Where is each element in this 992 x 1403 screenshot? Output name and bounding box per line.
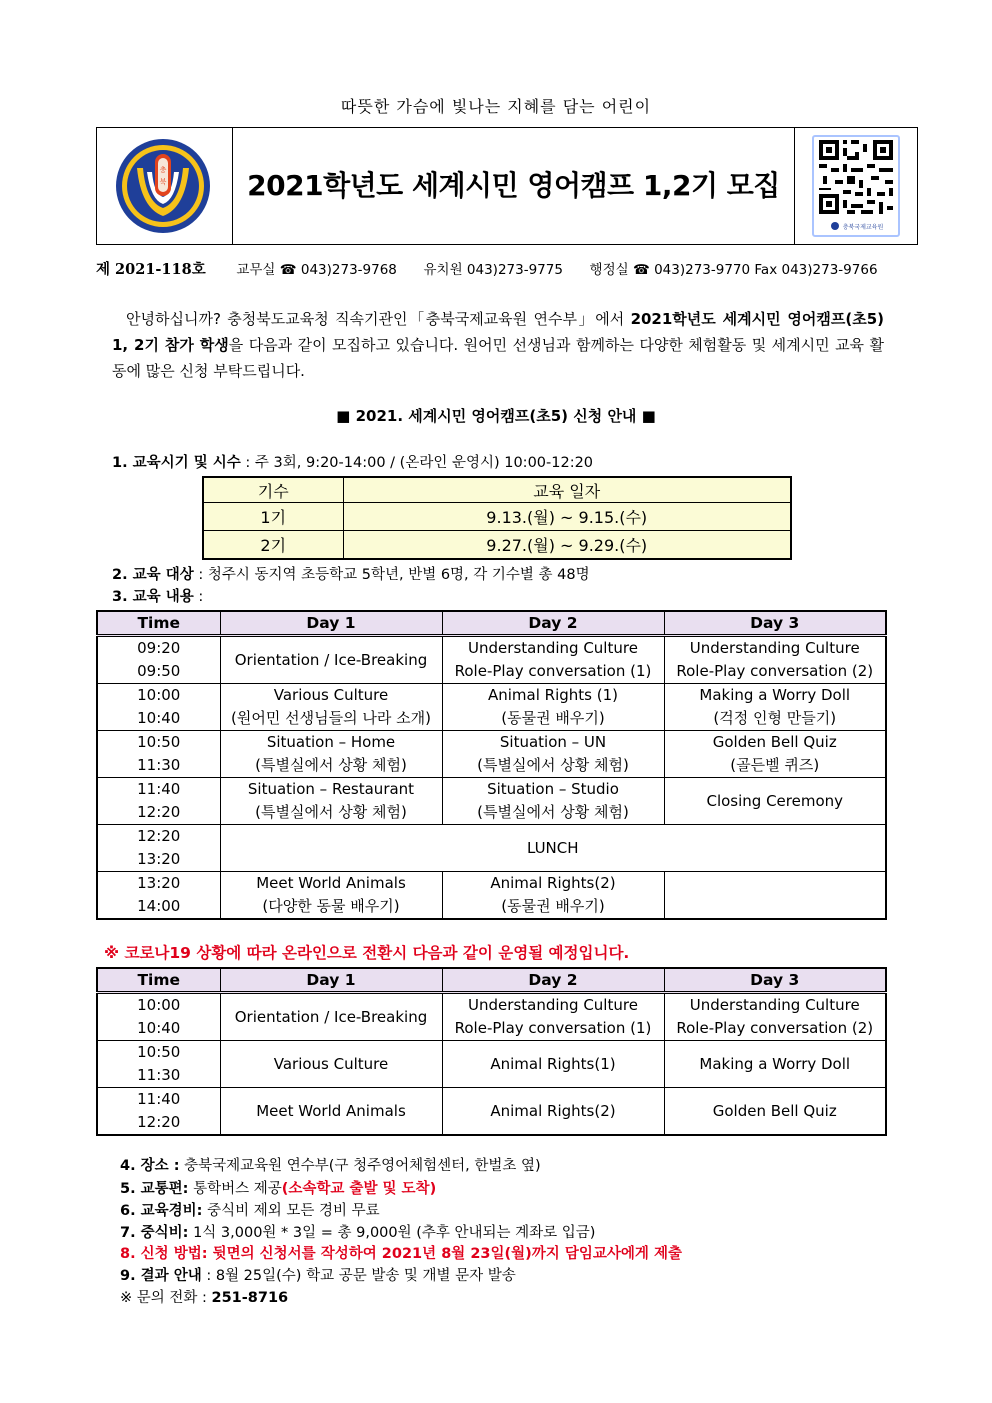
table-row bbox=[97, 825, 886, 872]
item-8: 8. 신청 방법: 뒷면의 신청서를 작성하여 2021년 8월 23일(월)까지 담임교사에게 제출 bbox=[120, 1246, 682, 1262]
time-start: 10:50 bbox=[137, 1043, 181, 1061]
time-end: 10:40 bbox=[137, 1019, 181, 1037]
time-cell bbox=[97, 1041, 220, 1088]
activity-subtitle: (특별실에서 상황 체험) bbox=[255, 756, 407, 774]
column-header: Time bbox=[97, 968, 220, 993]
time-end: 14:00 bbox=[137, 897, 181, 915]
day1-cell: Orientation / Ice-Breaking bbox=[220, 636, 442, 684]
activity-subtitle: (동물권 배우기) bbox=[501, 709, 605, 727]
activity-title: Meet World Animals bbox=[256, 874, 406, 892]
qr-cell bbox=[794, 128, 917, 244]
item-1-label: 1. 교육시기 및 시수 bbox=[112, 455, 241, 471]
logo-text-bottom: 북 bbox=[159, 178, 167, 186]
time-start: 11:40 bbox=[137, 1090, 181, 1108]
qr-code-icon[interactable] bbox=[795, 128, 917, 244]
column-header: 교육 일자 bbox=[343, 477, 791, 503]
item-9 bbox=[120, 1264, 516, 1285]
day2-cell: Animal Rights(1) bbox=[442, 1041, 664, 1088]
school-motto: 따뜻한 가슴에 빛나는 지혜를 담는 어린이 bbox=[340, 97, 652, 116]
school-logo bbox=[97, 128, 232, 244]
activity-title: Situation – Studio bbox=[487, 780, 619, 798]
activity-subtitle: (특별실에서 상황 체험) bbox=[255, 803, 407, 821]
admin-phone: 043)273-9770 bbox=[654, 262, 751, 278]
activity-title: Understanding Culture bbox=[689, 639, 860, 657]
column-header: Day 3 bbox=[664, 968, 886, 993]
time-cell bbox=[97, 778, 220, 825]
item-1 bbox=[112, 451, 593, 472]
phone-icon: ☎ bbox=[632, 262, 650, 278]
table-row bbox=[97, 1088, 886, 1136]
time-start: 12:20 bbox=[137, 827, 181, 845]
logo-text-top: 충 bbox=[159, 166, 167, 174]
day2-cell bbox=[442, 684, 664, 731]
fax-number: 043)273-9766 bbox=[781, 262, 878, 278]
item-5 bbox=[120, 1177, 436, 1198]
lunch-cell: LUNCH bbox=[220, 825, 886, 872]
item-6 bbox=[120, 1199, 380, 1220]
time-cell bbox=[97, 731, 220, 778]
day2-cell bbox=[442, 731, 664, 778]
item-3 bbox=[112, 585, 203, 606]
activity-title: Understanding Culture bbox=[468, 639, 638, 657]
day1-cell bbox=[220, 872, 442, 920]
table-row bbox=[203, 531, 791, 560]
item-2-value: : 청주시 동지역 초등학교 5학년, 반별 6명, 각 기수별 총 48명 bbox=[193, 567, 590, 583]
item-3-value: : bbox=[193, 589, 204, 605]
document-info-line bbox=[96, 258, 936, 279]
cohort-cell: 1기 bbox=[203, 503, 343, 531]
schedule-table bbox=[96, 610, 887, 920]
day3-cell: Making a Worry Doll bbox=[664, 1041, 886, 1088]
fax-label: Fax bbox=[754, 262, 778, 278]
section-title: ■ 2021. 세계시민 영어캠프(초5) 신청 안내 ■ bbox=[336, 407, 656, 425]
time-cell bbox=[97, 872, 220, 920]
table-row bbox=[97, 1041, 886, 1088]
column-header: Time bbox=[97, 611, 220, 636]
day1-cell bbox=[220, 684, 442, 731]
day2-cell bbox=[442, 636, 664, 684]
table-row bbox=[97, 731, 886, 778]
table-row bbox=[97, 778, 886, 825]
item-1-sep: : bbox=[240, 455, 255, 471]
time-end: 13:20 bbox=[137, 850, 181, 868]
letter-header bbox=[96, 127, 918, 245]
cohort-cell: 2기 bbox=[203, 531, 343, 560]
time-end: 09:50 bbox=[137, 662, 181, 680]
cohort-table bbox=[202, 476, 792, 560]
office-phone: 043)273-9768 bbox=[300, 262, 397, 278]
item-4 bbox=[120, 1154, 541, 1175]
admin-label: 행정실 bbox=[589, 262, 629, 278]
item-6-label: 6. 교육경비: bbox=[120, 1203, 203, 1219]
contact-line bbox=[120, 1286, 288, 1307]
day3-cell: Closing Ceremony bbox=[664, 778, 886, 825]
table-row bbox=[97, 684, 886, 731]
day1-cell bbox=[220, 731, 442, 778]
kindergarten-label: 유치원 bbox=[423, 262, 463, 278]
time-start: 10:00 bbox=[137, 996, 181, 1014]
activity-title: Understanding Culture bbox=[689, 996, 860, 1014]
activity-title: Animal Rights(2) bbox=[490, 874, 616, 892]
activity-subtitle: (다양한 동물 배우기) bbox=[262, 897, 400, 915]
activity-subtitle: (걱정 인형 만들기) bbox=[713, 709, 837, 727]
activity-subtitle: (골든벨 퀴즈) bbox=[730, 756, 820, 774]
qr-caption: 충북국제교육원 bbox=[842, 224, 884, 231]
item-2 bbox=[112, 563, 590, 584]
column-header: Day 3 bbox=[664, 611, 886, 636]
activity-title: Golden Bell Quiz bbox=[712, 733, 837, 751]
day2-cell bbox=[442, 872, 664, 920]
contact-phone: 251-8716 bbox=[211, 1290, 289, 1306]
item-5-label: 5. 교통편: bbox=[120, 1181, 189, 1197]
item-7 bbox=[120, 1221, 595, 1242]
activity-subtitle: (특별실에서 상황 체험) bbox=[477, 803, 629, 821]
activity-subtitle: Role-Play conversation (2) bbox=[676, 662, 874, 680]
document-number: 제 2021-118호 bbox=[96, 261, 206, 278]
activity-title: Situation – UN bbox=[499, 733, 607, 751]
covid-note: ※ 코로나19 상황에 따라 온라인으로 전환시 다음과 같이 운영될 예정입니다. bbox=[104, 944, 630, 962]
table-header-row bbox=[97, 611, 886, 636]
item-6-value: 중식비 제외 모든 경비 무료 bbox=[202, 1203, 380, 1219]
activity-subtitle: (동물권 배우기) bbox=[501, 897, 605, 915]
activity-subtitle: (원어민 선생님들의 나라 소개) bbox=[231, 709, 431, 727]
column-header: Day 1 bbox=[220, 611, 442, 636]
column-header: 기수 bbox=[203, 477, 343, 503]
item-9-label: 9. 결과 안내 bbox=[120, 1268, 202, 1284]
activity-title: Situation – Home bbox=[266, 733, 396, 751]
logo-cell bbox=[97, 128, 233, 244]
time-end: 12:20 bbox=[137, 1113, 181, 1131]
time-cell bbox=[97, 993, 220, 1041]
time-end: 10:40 bbox=[137, 709, 181, 727]
online-schedule-table bbox=[96, 967, 887, 1136]
item-1-value: 주 3회, 9:20-14:00 / (온라인 운영시) 10:00-12:20 bbox=[254, 455, 594, 471]
table-header-row bbox=[97, 968, 886, 993]
time-start: 11:40 bbox=[137, 780, 181, 798]
item-4-label: 4. 장소 : bbox=[120, 1158, 180, 1174]
column-header: Day 2 bbox=[442, 611, 664, 636]
date-cell: 9.13.(월) ~ 9.15.(수) bbox=[343, 503, 791, 531]
table-header-row bbox=[203, 477, 791, 503]
date-cell: 9.27.(월) ~ 9.29.(수) bbox=[343, 531, 791, 560]
time-cell bbox=[97, 1088, 220, 1136]
activity-title: Various Culture bbox=[273, 686, 389, 704]
day1-cell bbox=[220, 778, 442, 825]
column-header: Day 2 bbox=[442, 968, 664, 993]
day1-cell: Various Culture bbox=[220, 1041, 442, 1088]
kindergarten-phone: 043)273-9775 bbox=[466, 262, 563, 278]
intro-text-2: 을 다음과 같이 모집하고 있습니다. 원어민 선생님과 함께하는 다양한 체험활동 및 세계시민 교육 활동에 많은 신청 부탁드립니다. bbox=[112, 336, 884, 380]
table-row bbox=[97, 993, 886, 1041]
phone-icon: ☎ bbox=[279, 262, 297, 278]
intro-text-1: 안녕하십니까? 충청북도교육청 직속기관인「충북국제교육원 연수부」에서 bbox=[126, 310, 631, 328]
item-4-value: 충북국제교육원 연수부(구 청주영어체험센터, 한벌초 옆) bbox=[179, 1158, 541, 1174]
day3-cell bbox=[664, 872, 886, 920]
time-end: 12:20 bbox=[137, 803, 181, 821]
item-7-label: 7. 중식비: bbox=[120, 1225, 189, 1241]
contact-label: ※ 문의 전화 : bbox=[120, 1290, 212, 1306]
time-cell bbox=[97, 825, 220, 872]
time-start: 10:00 bbox=[137, 686, 181, 704]
page-title: 2021학년도 세계시민 영어캠프 1,2기 모집 bbox=[247, 169, 780, 202]
time-cell bbox=[97, 684, 220, 731]
item-3-label: 3. 교육 내용 bbox=[112, 589, 194, 605]
activity-subtitle: Role-Play conversation (2) bbox=[676, 1019, 874, 1037]
day3-cell bbox=[664, 731, 886, 778]
office-label: 교무실 bbox=[236, 262, 276, 278]
item-2-label: 2. 교육 대상 bbox=[112, 567, 194, 583]
time-start: 13:20 bbox=[137, 874, 181, 892]
intro-paragraph bbox=[112, 306, 884, 384]
day2-cell bbox=[442, 993, 664, 1041]
intro-text-bold: 2021학년도 세계시민 영어캠프(초5) 1, 2기 참가 학생 bbox=[112, 310, 884, 354]
day3-cell bbox=[664, 993, 886, 1041]
activity-subtitle: Role-Play conversation (1) bbox=[454, 1019, 652, 1037]
item-7-value: 1식 3,000원 * 3일 = 총 9,000원 (추후 안내되는 계좌로 입금) bbox=[188, 1225, 596, 1241]
time-cell bbox=[97, 636, 220, 684]
time-end: 11:30 bbox=[137, 756, 181, 774]
activity-title: Making a Worry Doll bbox=[699, 686, 851, 704]
day3-cell: Golden Bell Quiz bbox=[664, 1088, 886, 1136]
day2-cell: Animal Rights(2) bbox=[442, 1088, 664, 1136]
time-start: 09:20 bbox=[137, 639, 181, 657]
item-9-value: : 8월 25일(수) 학교 공문 발송 및 개별 문자 발송 bbox=[201, 1268, 516, 1284]
activity-title: Animal Rights (1) bbox=[487, 686, 618, 704]
table-row bbox=[97, 872, 886, 920]
item-5-value: 통학버스 제공 bbox=[188, 1181, 282, 1197]
table-row bbox=[203, 503, 791, 531]
item-5-note: (소속학교 출발 및 도착) bbox=[281, 1181, 437, 1197]
activity-title: Situation – Restaurant bbox=[247, 780, 415, 798]
day2-cell bbox=[442, 778, 664, 825]
time-end: 11:30 bbox=[137, 1066, 181, 1084]
activity-subtitle: (특별실에서 상황 체험) bbox=[477, 756, 629, 774]
day3-cell bbox=[664, 684, 886, 731]
activity-title: Understanding Culture bbox=[468, 996, 638, 1014]
day3-cell bbox=[664, 636, 886, 684]
table-row bbox=[97, 636, 886, 684]
day1-cell: Meet World Animals bbox=[220, 1088, 442, 1136]
day1-cell: Orientation / Ice-Breaking bbox=[220, 993, 442, 1041]
time-start: 10:50 bbox=[137, 733, 181, 751]
activity-subtitle: Role-Play conversation (1) bbox=[454, 662, 652, 680]
column-header: Day 1 bbox=[220, 968, 442, 993]
